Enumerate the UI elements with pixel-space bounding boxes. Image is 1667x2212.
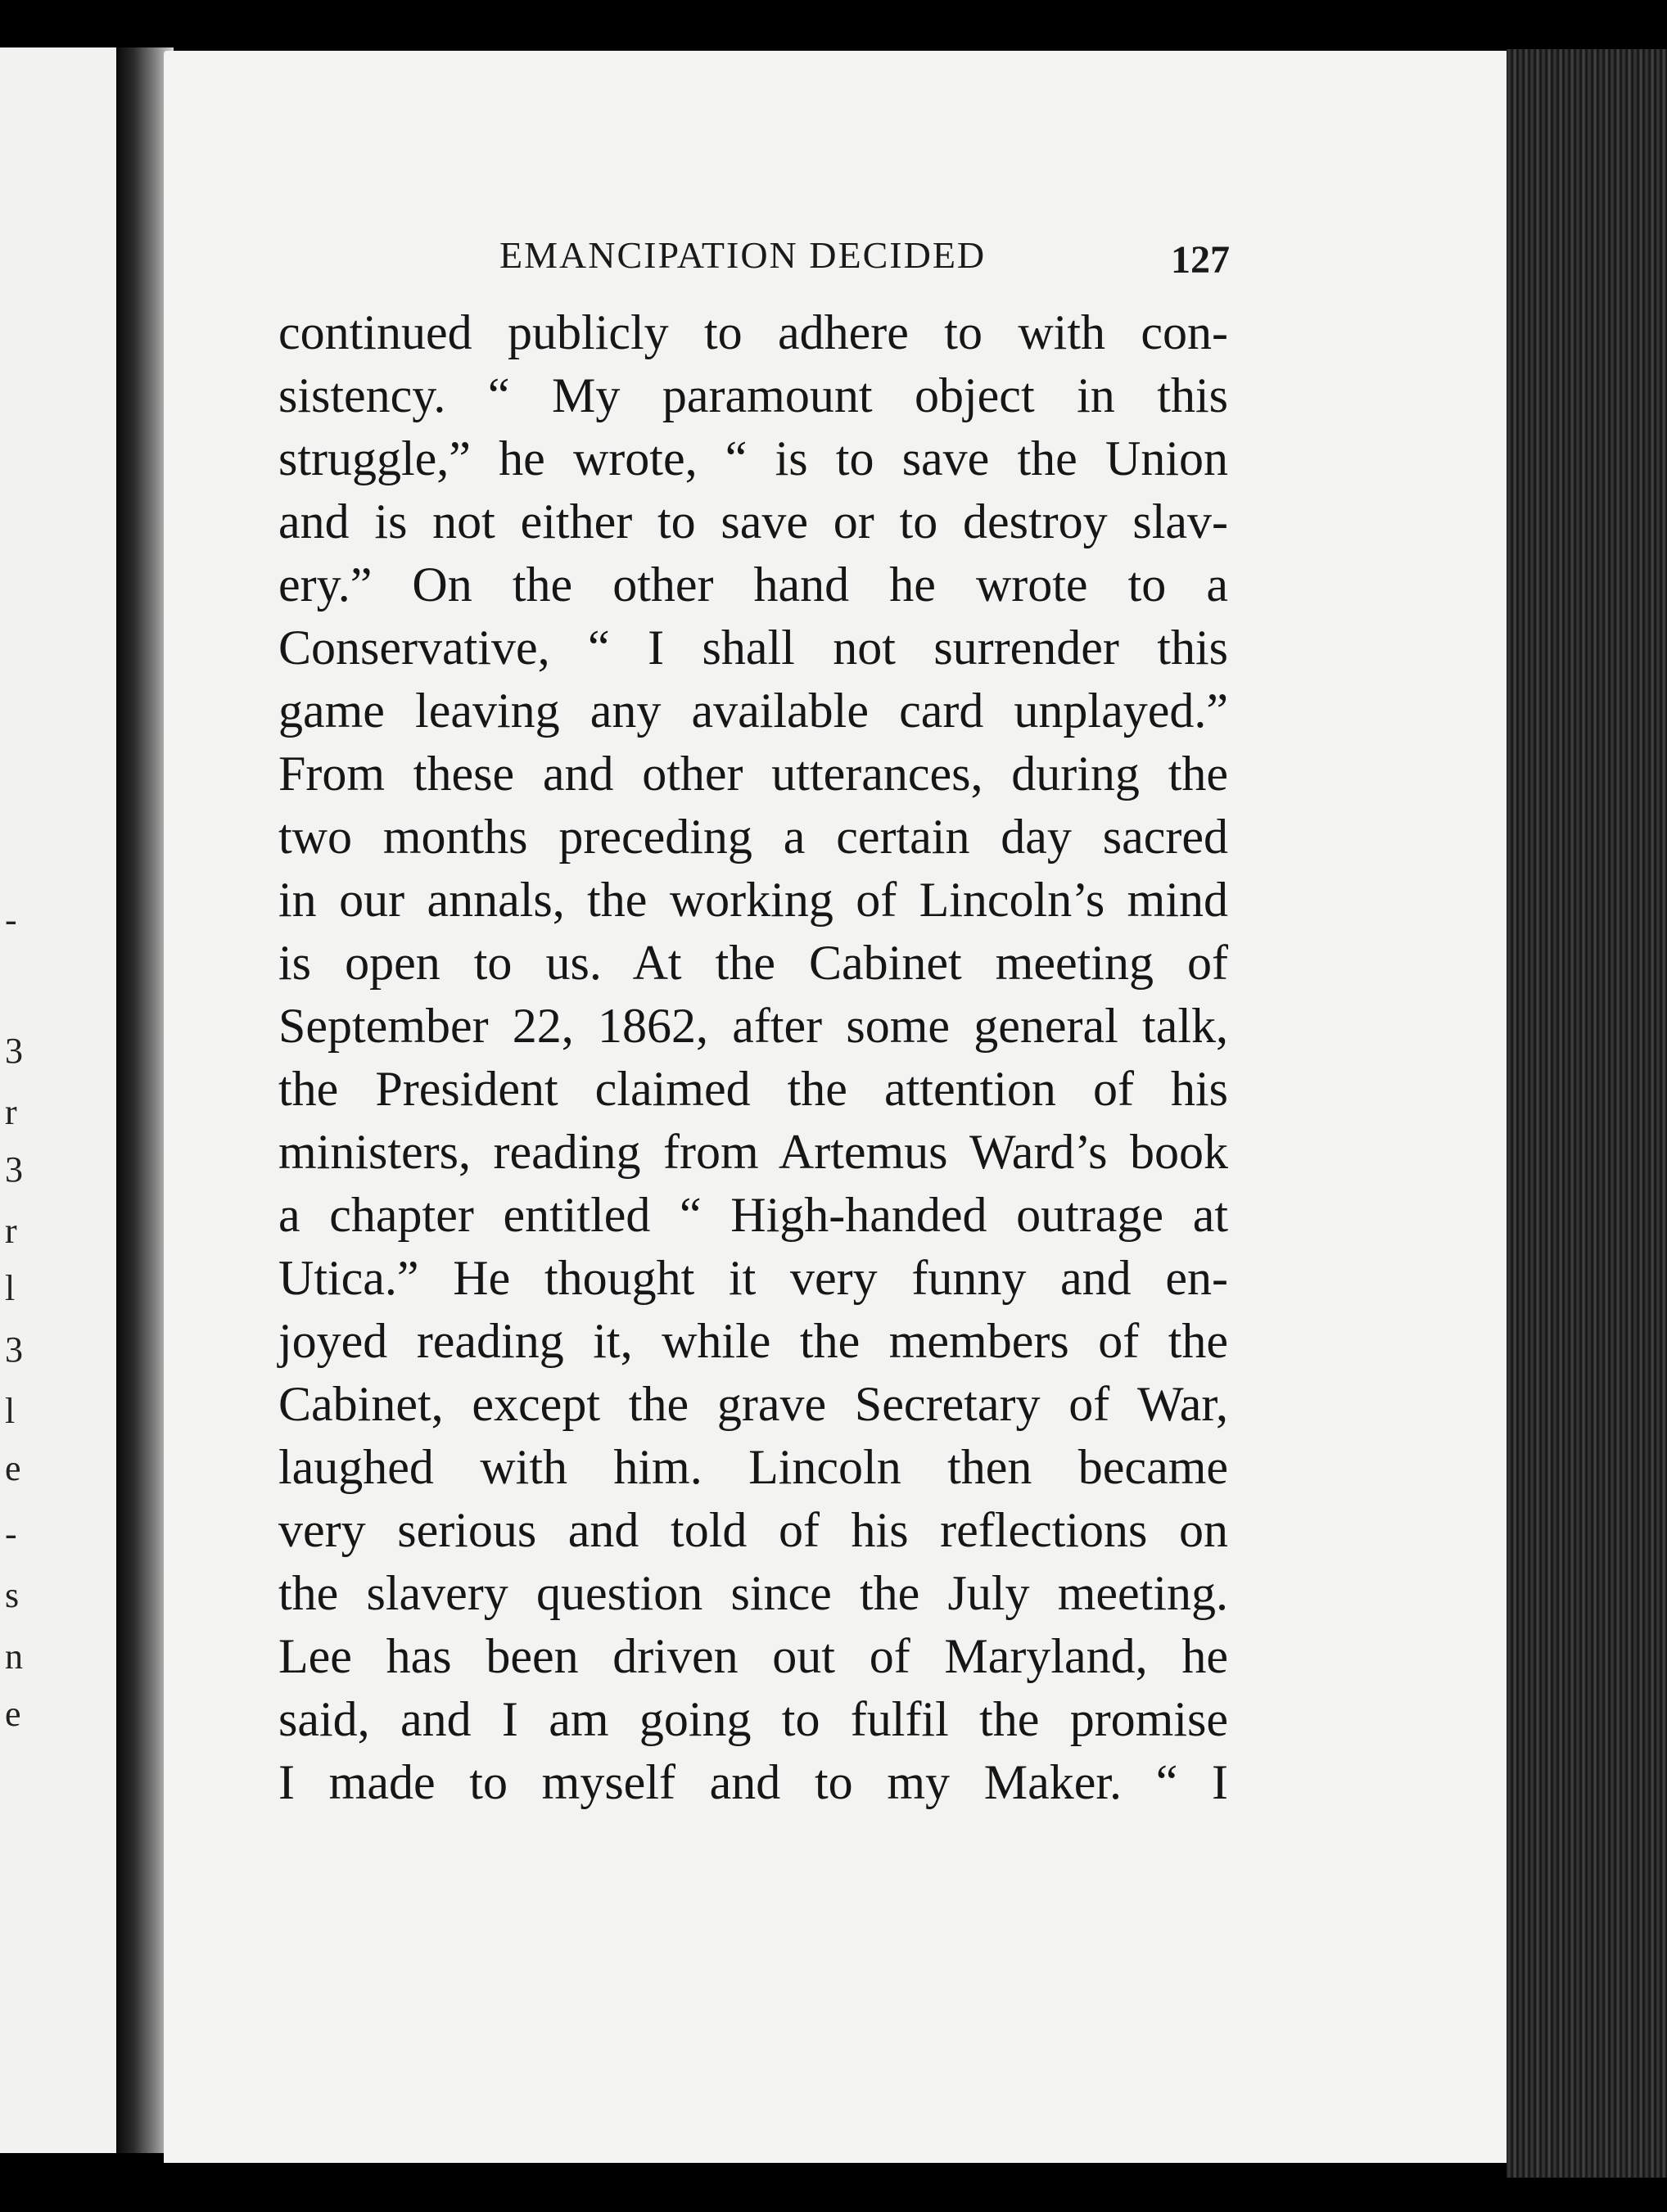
text-line: From these and other utterances, during the [278,747,1228,801]
facing-page-fragment: 3 [5,1149,23,1190]
facing-page-fragment: - [5,1514,17,1554]
text-line: and is not either to save or to destroy slav- [278,494,1228,548]
text-line: I made to myself and to my Maker. “ I [278,1755,1228,1809]
facing-page-fragment: n [5,1636,23,1677]
facing-page-fragment: 3 [5,1031,23,1071]
text-line: Conservative, “ I shall not surrender this [278,621,1228,675]
text-line: sistency. “ My paramount object in this [278,368,1228,422]
facing-page-fragment: l [5,1268,16,1308]
facing-page-edge [0,47,116,2153]
text-line: game leaving any available card unplayed.” [278,684,1228,738]
text-line: Cabinet, except the grave Secretary of War, [278,1377,1228,1431]
facing-page-fragment: s [5,1575,20,1615]
text-line: September 22, 1862, after some general talk, [278,999,1228,1053]
facing-page-fragment: r [5,1092,17,1132]
facing-page-fragment: 3 [5,1329,23,1370]
text-line: joyed reading it, while the members of the [278,1314,1228,1368]
body-text [278,301,1228,1814]
running-head: EMANCIPATION DECIDED [499,234,987,276]
text-line: ministers, reading from Artemus Ward’s book [278,1125,1228,1179]
text-line: in our annals, the working of Lincoln’s mind [278,873,1228,927]
facing-page-fragment: - [5,900,17,940]
text-line: a chapter entitled “ High-handed outrage at [278,1188,1228,1242]
text-line: is open to us. At the Cabinet meeting of [278,936,1228,990]
facing-page-fragment: e [5,1448,21,1488]
text-line: ery.” On the other hand he wrote to a [278,558,1228,612]
facing-page-fragment: l [5,1391,16,1431]
text-line: struggle,” he wrote, “ is to save the Union [278,431,1228,485]
text-line: said, and I am going to fulfil the promise [278,1692,1228,1746]
text-line: Utica.” He thought it very funny and en- [278,1251,1228,1305]
text-line: the President claimed the attention of his [278,1062,1228,1116]
text-line: Lee has been driven out of Maryland, he [278,1629,1228,1683]
text-line: very serious and told of his reflections on [278,1503,1228,1557]
facing-page-fragment: r [5,1211,17,1251]
text-line: continued publicly to adhere to with con- [278,305,1228,359]
page-number: 127 [1171,238,1230,282]
text-line: laughed with him. Lincoln then became [278,1440,1228,1494]
page-edges [1507,49,1667,2178]
text-line: the slavery question since the July meeting. [278,1566,1228,1620]
facing-page-fragment: e [5,1694,21,1734]
text-line: two months preceding a certain day sacred [278,810,1228,864]
